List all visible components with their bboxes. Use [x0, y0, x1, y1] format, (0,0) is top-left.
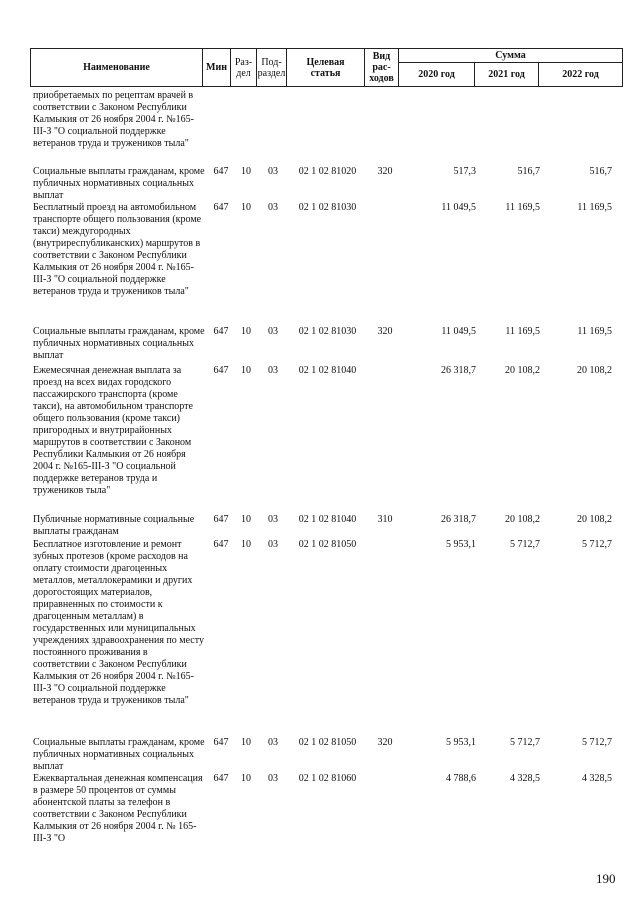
row-target: 02 1 02 81030 — [298, 202, 357, 213]
row-razdel: 10 — [241, 166, 251, 177]
header-min: Мин — [203, 49, 231, 87]
row-2020: 26 318,7 — [441, 365, 476, 376]
page-number: 190 — [596, 871, 616, 886]
row-podrazdel: 03 — [268, 166, 278, 177]
row-2021: 516,7 — [517, 166, 540, 177]
row-min: 647 — [213, 202, 229, 213]
row-razdel: 10 — [241, 202, 251, 213]
row-2022: 516,7 — [589, 166, 612, 177]
row-target: 02 1 02 81050 — [298, 539, 357, 550]
row-min: 647 — [213, 737, 229, 748]
row-target: 02 1 02 81040 — [298, 365, 357, 376]
row-target: 02 1 02 81040 — [298, 514, 357, 525]
row-razdel: 10 — [241, 514, 251, 525]
row-min: 647 — [213, 326, 229, 337]
header-2022: 2022 год — [539, 63, 623, 87]
table-header — [30, 48, 623, 87]
row-name: Социальные выплаты гражданам, кроме публичных нормативных социальных выплат — [33, 166, 205, 201]
row-name: Ежеквартальная денежная компенсация в размере 50 процентов от суммы абонентской платы за телефон в соответствии с Законом Республики Калмыкия от 26 ноября 2004 г. № 165-III-З "О — [33, 773, 203, 844]
row-podrazdel: 03 — [268, 514, 278, 525]
header-2020: 2020 год — [399, 63, 475, 87]
row-name: Ежемесячная денежная выплата за проезд на всех видах городского пассажирского транспорта (кроме такси), на автомобильном транспорте общего пользования (кроме такси) пригородных и внутрирайонных маршрутов в соответствии с Законом Республики Калмыкия от 26 ноября 2004 г. №165-III-З "О социальной поддержке ветеранов труда и тружеников тыла" — [33, 365, 193, 496]
row-vid: 320 — [377, 737, 393, 748]
header-summa: Сумма — [399, 49, 623, 63]
row-name: Бесплатное изготовление и ремонт зубных протезов (кроме расходов на оплату стоимости драгоценных металлов, металлокерамики и других дорогостоящих материалов, приравненных по стоимости к драгоценным металлам) в государственных или муниципальных учреждениях здравоохранения по месту постоянного проживания в соответствии с Законом Республики Калмыкия от 26 ноября 2004 г. №165-III-З "О социальной поддержке ветеранов труда и тружеников тыла" — [33, 539, 204, 706]
header-podrazdel: Под- раздел — [257, 49, 287, 87]
row-target: 02 1 02 81060 — [298, 773, 357, 784]
header-name: Наименование — [31, 49, 203, 87]
row-vid: 320 — [377, 326, 393, 337]
row-2020: 11 049,5 — [441, 326, 476, 337]
row-name: приобретаемых по рецептам врачей в соответствии с Законом Республики Калмыкия от 26 ноября 2004 г. №165-III-З "О социальной поддержке ветеранов труда и тружеников тыла" — [33, 90, 194, 149]
header-target: Целевая статья — [287, 49, 365, 87]
row-2022: 5 712,7 — [582, 737, 612, 748]
row-name: Бесплатный проезд на автомобильном транспорте общего пользования (кроме такси) междугородных (внутриреспубликанских) маршрутов в соответствии с Законом Республики Калмыкия от 26 ноября 2004 г. №165-III-З "О социальной поддержке ветеранов труда и тружеников тыла" — [33, 202, 202, 297]
row-2022: 11 169,5 — [577, 326, 612, 337]
row-2022: 4 328,5 — [582, 773, 612, 784]
row-2020: 11 049,5 — [441, 202, 476, 213]
header-vid: Вид рас- ходов — [365, 49, 399, 87]
row-2020: 26 318,7 — [441, 514, 476, 525]
row-2021: 4 328,5 — [510, 773, 540, 784]
row-podrazdel: 03 — [268, 539, 278, 550]
row-name: Социальные выплаты гражданам, кроме публичных нормативных социальных выплат — [33, 326, 205, 361]
row-2020: 4 788,6 — [446, 773, 476, 784]
row-target: 02 1 02 81030 — [298, 326, 357, 337]
row-razdel: 10 — [241, 773, 251, 784]
row-2021: 20 108,2 — [505, 514, 540, 525]
row-target: 02 1 02 81020 — [298, 166, 357, 177]
row-2022: 20 108,2 — [577, 365, 612, 376]
row-razdel: 10 — [241, 365, 251, 376]
row-2021: 20 108,2 — [505, 365, 540, 376]
row-razdel: 10 — [241, 326, 251, 337]
row-2020: 5 953,1 — [446, 737, 476, 748]
row-min: 647 — [213, 166, 229, 177]
row-podrazdel: 03 — [268, 737, 278, 748]
row-name: Социальные выплаты гражданам, кроме публичных нормативных социальных выплат — [33, 737, 205, 772]
row-2021: 5 712,7 — [510, 737, 540, 748]
row-2020: 517,3 — [453, 166, 476, 177]
row-podrazdel: 03 — [268, 326, 278, 337]
header-2021: 2021 год — [475, 63, 539, 87]
row-min: 647 — [213, 365, 229, 376]
row-razdel: 10 — [241, 539, 251, 550]
row-min: 647 — [213, 773, 229, 784]
header-razdel: Раз- дел — [231, 49, 257, 87]
row-2022: 11 169,5 — [577, 202, 612, 213]
row-2020: 5 953,1 — [446, 539, 476, 550]
row-podrazdel: 03 — [268, 202, 278, 213]
row-2021: 5 712,7 — [510, 539, 540, 550]
row-2021: 11 169,5 — [505, 326, 540, 337]
row-name: Публичные нормативные социальные выплаты гражданам — [33, 514, 195, 537]
row-min: 647 — [213, 514, 229, 525]
row-2022: 20 108,2 — [577, 514, 612, 525]
row-target: 02 1 02 81050 — [298, 737, 357, 748]
row-2021: 11 169,5 — [505, 202, 540, 213]
row-podrazdel: 03 — [268, 365, 278, 376]
row-razdel: 10 — [241, 737, 251, 748]
row-vid: 320 — [377, 166, 393, 177]
row-podrazdel: 03 — [268, 773, 278, 784]
row-min: 647 — [213, 539, 229, 550]
row-2022: 5 712,7 — [582, 539, 612, 550]
row-vid: 310 — [377, 514, 393, 525]
